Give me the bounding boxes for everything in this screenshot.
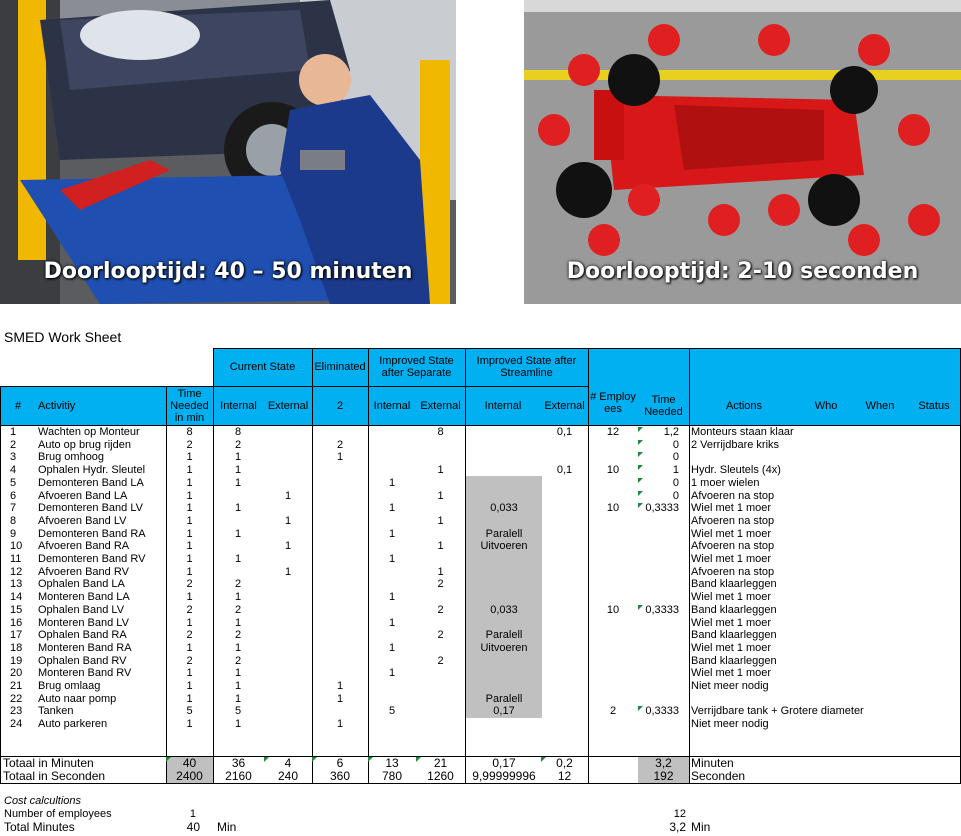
row-14-n: 14 — [10, 591, 23, 604]
row-9-ci: 1 — [235, 527, 242, 540]
comment-marker — [638, 427, 643, 432]
mechanic-photo — [0, 0, 456, 304]
row-1-act: Wachten op Monteur — [38, 426, 140, 438]
total-seconds-label: Totaal in Seconden — [3, 769, 106, 783]
cost-title: Cost calcultions — [4, 795, 82, 807]
row-23-act: Tanken — [38, 705, 74, 718]
comment-marker — [638, 491, 643, 496]
row-11-t: 1 — [186, 553, 193, 565]
row-4-action: Hydr. Sleutels (4x) — [691, 464, 781, 477]
cost-minutes-label: Total Minutes — [4, 820, 75, 834]
row-15-se: 2 — [437, 603, 444, 616]
row-16-n: 16 — [10, 616, 23, 629]
row-4-le: 0,1 — [556, 464, 573, 477]
comment-marker — [638, 465, 643, 470]
row-3-tn: 0 — [672, 451, 679, 464]
total-minutes-label: Totaal in Minuten — [3, 756, 94, 770]
row-14-action: Wiel met 1 moer — [691, 591, 772, 604]
row-19-t: 2 — [186, 654, 193, 667]
row-23-n: 23 — [10, 705, 23, 718]
row-8-t: 1 — [186, 514, 193, 527]
row-12-n: 12 — [10, 565, 23, 578]
total-seconds-le: 12 — [557, 769, 572, 783]
row-6-act: Afvoeren Band LA — [38, 489, 128, 502]
comment-marker — [638, 440, 643, 445]
row-5-n: 5 — [10, 476, 17, 489]
total-seconds-ce: 240 — [277, 769, 299, 783]
row-17-act: Ophalen Band RA — [38, 629, 127, 642]
comment-marker — [416, 757, 421, 762]
row-9-action: Wiel met 1 moer — [691, 527, 772, 540]
row-10-action: Afvoeren na stop — [691, 540, 775, 553]
time-needed-header: Time Needed — [644, 393, 683, 418]
row-11-action: Wiel met 1 moer — [691, 553, 772, 565]
row-18-action: Wiel met 1 moer — [691, 641, 772, 654]
row-18-t: 1 — [186, 641, 193, 654]
row-18-si: 1 — [388, 641, 396, 654]
employees-header: # Employees — [590, 390, 636, 415]
row-15-n: 15 — [10, 603, 23, 616]
cost-minutes-after-unit: Min — [691, 820, 711, 834]
row-15-ci: 2 — [235, 603, 242, 616]
row-20-action: Wiel met 1 moer — [691, 667, 772, 680]
row-20-n: 20 — [10, 667, 23, 680]
when-header: When — [865, 399, 895, 412]
row-17-n: 17 — [10, 629, 23, 642]
comment-marker — [368, 757, 373, 762]
row-8-ce: 1 — [284, 514, 292, 527]
row-17-t: 2 — [186, 629, 193, 642]
row-23-ci: 5 — [235, 705, 242, 718]
row-19-act: Ophalen Band RV — [38, 654, 127, 667]
row-4-act: Ophalen Hydr. Sleutel — [38, 464, 146, 477]
time-needed-min-header: Time Needed in min — [170, 387, 209, 424]
improved-streamline-header: Improved State after Streamline — [476, 355, 577, 379]
row-4-se: 1 — [437, 464, 444, 477]
row-24-action: Niet meer nodig — [691, 718, 769, 731]
row-4-t: 1 — [186, 464, 193, 477]
row-8-act: Afvoeren Band LV — [38, 514, 127, 527]
row-7-act: Demonteren Band LV — [38, 502, 143, 515]
row-22-t: 1 — [186, 692, 193, 705]
row-3-t: 1 — [186, 451, 193, 464]
row-13-t: 2 — [186, 578, 193, 591]
row-5-tn: 0 — [672, 476, 679, 489]
row-24-n: 24 — [10, 718, 23, 731]
row-4-ci: 1 — [235, 464, 242, 477]
row-21-el: 1 — [336, 680, 344, 692]
status-header: Status — [918, 399, 950, 412]
comment-marker — [638, 452, 643, 457]
row-20-t: 1 — [186, 667, 193, 680]
row-13-se: 2 — [437, 578, 444, 591]
row-23-t: 5 — [186, 705, 193, 718]
row-19-n: 19 — [10, 654, 23, 667]
comment-marker — [638, 503, 643, 508]
row-22-n: 22 — [10, 692, 23, 705]
row-20-act: Monteren Band RV — [38, 667, 132, 680]
row-10-se: 1 — [437, 540, 444, 553]
row-7-ci: 1 — [235, 502, 242, 515]
row-12-act: Afvoeren Band RV — [38, 565, 129, 578]
row-8-n: 8 — [10, 514, 17, 527]
cost-employees-after: 12 — [673, 808, 686, 820]
improved-separate-header: Improved State after Separate — [379, 355, 454, 379]
row-9-t: 1 — [186, 527, 193, 540]
total-seconds-tn: 192 — [653, 769, 674, 783]
row-24-act: Auto parkeren — [38, 718, 108, 731]
row-13-ci: 2 — [235, 578, 242, 591]
row-11-act: Demonteren Band RV — [38, 553, 146, 565]
row-6-ce: 1 — [284, 489, 292, 502]
row-11-ci: 1 — [235, 553, 242, 565]
total-seconds-el: 360 — [329, 769, 351, 783]
row-16-si: 1 — [388, 616, 396, 629]
row-15-tn: 0,3333 — [645, 603, 679, 616]
row-13-action: Band klaarleggen — [691, 578, 777, 591]
num-header: # — [14, 399, 22, 412]
row-7-tn: 0,3333 — [645, 502, 679, 515]
row-4-emp: 10 — [606, 464, 620, 477]
row-3-ci: 1 — [235, 451, 242, 464]
row-1-t: 8 — [186, 426, 193, 438]
cost-minutes-before-unit: Min — [217, 820, 237, 834]
sheet-title: SMED Work Sheet — [4, 329, 122, 345]
row-3-el: 1 — [336, 451, 344, 464]
row-7-li: 0,033 — [490, 502, 518, 515]
row-7-t: 1 — [186, 502, 193, 515]
row-21-n: 21 — [10, 680, 23, 692]
total-minutes-le: 0,2 — [556, 756, 573, 770]
row-2-n: 2 — [10, 438, 17, 451]
row-18-li: Uitvoeren — [480, 641, 528, 654]
separate-external-header: External — [420, 399, 461, 412]
row-10-ce: 1 — [284, 540, 292, 553]
row-6-n: 6 — [10, 489, 17, 502]
row-9-li: Paralell — [485, 527, 523, 540]
row-22-ci: 1 — [235, 692, 242, 705]
row-4-tn: 1 — [672, 464, 679, 477]
row-1-le: 0,1 — [556, 426, 573, 438]
row-15-t: 2 — [186, 603, 193, 616]
row-11-n: 11 — [10, 553, 22, 565]
row-5-t: 1 — [186, 476, 193, 489]
row-6-tn: 0 — [672, 489, 679, 502]
comment-marker — [638, 605, 643, 610]
row-12-t: 1 — [186, 565, 193, 578]
cost-minutes-after: 3,2 — [669, 820, 686, 834]
row-3-act: Brug omhoog — [38, 451, 105, 464]
total-minutes-t: 40 — [182, 756, 197, 770]
total-minutes-se: 21 — [433, 756, 448, 770]
row-8-action: Afvoeren na stop — [691, 514, 775, 527]
row-1-emp: 12 — [606, 426, 620, 438]
row-14-act: Monteren Band LA — [38, 591, 130, 604]
row-24-t: 1 — [186, 718, 193, 731]
total-minutes-el: 6 — [336, 756, 344, 770]
row-24-ci: 1 — [235, 718, 242, 731]
row-22-act: Auto naar pomp — [38, 692, 117, 705]
row-18-ci: 1 — [235, 641, 242, 654]
row-9-n: 9 — [10, 527, 17, 540]
comment-marker — [166, 757, 171, 762]
row-7-si: 1 — [388, 502, 396, 515]
comment-marker — [264, 757, 269, 762]
row-15-li: 0,033 — [490, 603, 518, 616]
row-12-action: Afvoeren na stop — [691, 565, 775, 578]
total-minutes-ci: 36 — [231, 756, 246, 770]
row-2-t: 2 — [186, 438, 193, 451]
comment-marker — [638, 706, 643, 711]
row-14-ci: 1 — [235, 591, 242, 604]
row-11-si: 1 — [388, 553, 396, 565]
row-8-se: 1 — [437, 514, 444, 527]
row-17-se: 2 — [437, 629, 444, 642]
streamline-external-header: External — [544, 399, 585, 412]
eliminated-2-header: 2 — [336, 399, 344, 412]
row-10-li: Uitvoeren — [480, 540, 528, 553]
row-7-n: 7 — [10, 502, 17, 515]
row-2-tn: 0 — [672, 438, 679, 451]
row-14-t: 1 — [186, 591, 193, 604]
total-minutes-tn: 3,2 — [655, 756, 672, 770]
total-minutes-si: 13 — [385, 756, 399, 770]
right-photo-caption: Doorlooptijd: 2-10 seconden — [566, 259, 919, 284]
current-state-header: Current State — [229, 361, 296, 373]
row-17-li: Paralell — [485, 629, 523, 642]
row-18-act: Monteren Band RA — [38, 641, 132, 654]
row-20-si: 1 — [388, 667, 396, 680]
row-23-action: Verrijdbare tank + Grotere diameter — [691, 705, 864, 718]
row-5-ci: 1 — [235, 476, 242, 489]
cost-employees-before: 1 — [189, 808, 196, 820]
row-20-ci: 1 — [235, 667, 242, 680]
row-16-ci: 1 — [235, 616, 242, 629]
row-1-n: 1 — [10, 426, 17, 438]
row-6-action: Afvoeren na stop — [691, 489, 775, 502]
row-19-se: 2 — [437, 654, 444, 667]
row-23-tn: 0,3333 — [645, 705, 679, 718]
row-14-si: 1 — [388, 591, 396, 604]
row-4-n: 4 — [10, 464, 17, 477]
row-5-action: 1 moer wielen — [691, 476, 760, 489]
row-17-action: Band klaarleggen — [691, 629, 777, 642]
row-16-action: Wiel met 1 moer — [691, 616, 772, 629]
row-23-emp: 2 — [609, 705, 617, 718]
total-seconds-ci: 2160 — [225, 769, 252, 783]
total-minutes-li: 0,17 — [492, 756, 516, 770]
row-9-act: Demonteren Band RA — [38, 527, 146, 540]
total-minutes-ce: 4 — [284, 756, 292, 770]
who-header: Who — [814, 399, 838, 412]
total-seconds-si: 780 — [381, 769, 403, 783]
row-13-act: Ophalen Band LA — [38, 578, 125, 591]
row-21-t: 1 — [186, 680, 193, 692]
row-3-n: 3 — [10, 451, 17, 464]
cost-minutes-before: 40 — [186, 820, 200, 834]
total-seconds-t: 2400 — [176, 769, 203, 783]
row-18-n: 18 — [10, 641, 23, 654]
row-10-t: 1 — [186, 540, 193, 553]
row-23-si: 5 — [388, 705, 396, 718]
row-1-se: 8 — [437, 426, 444, 438]
current-external-header: External — [267, 399, 309, 412]
row-19-ci: 2 — [235, 654, 242, 667]
left-photo-caption: Doorlooptijd: 40 – 50 minuten — [43, 259, 413, 284]
row-9-si: 1 — [388, 527, 396, 540]
total-seconds-se: 1260 — [427, 769, 454, 783]
row-2-act: Auto op brug rijden — [38, 438, 131, 451]
row-23-li: 0,17 — [493, 705, 515, 718]
row-21-action: Niet meer nodig — [691, 680, 769, 692]
total-minutes-unit: Minuten — [691, 756, 734, 770]
activity-header: Activitiy — [38, 399, 76, 412]
row-12-se: 1 — [437, 565, 444, 578]
row-16-t: 1 — [186, 616, 193, 629]
row-15-action: Band klaarleggen — [691, 603, 777, 616]
eliminated-header: Eliminated — [314, 361, 366, 373]
row-17-ci: 2 — [235, 629, 242, 642]
pitstop-photo — [524, 0, 961, 304]
row-13-n: 13 — [10, 578, 23, 591]
actions-header: Actions — [725, 399, 763, 412]
total-seconds-li: 9,99999996 — [472, 769, 536, 783]
row-16-act: Monteren Band LV — [38, 616, 129, 629]
comment-marker — [312, 757, 317, 762]
separate-internal-header: Internal — [373, 399, 411, 412]
row-5-act: Demonteren Band LA — [38, 476, 144, 489]
total-seconds-unit: Seconden — [691, 769, 746, 783]
row-2-el: 2 — [336, 438, 344, 451]
row-19-action: Band klaarleggen — [691, 654, 777, 667]
row-7-emp: 10 — [606, 502, 620, 515]
row-21-ci: 1 — [235, 680, 242, 692]
row-1-tn: 1,2 — [663, 426, 679, 438]
cost-employees-label: Number of employees — [4, 808, 112, 820]
comment-marker — [541, 757, 546, 762]
row-1-action: Monteurs staan klaar — [691, 426, 794, 438]
row-10-n: 10 — [10, 540, 23, 553]
row-2-ci: 2 — [235, 438, 242, 451]
row-15-act: Ophalen Band LV — [38, 603, 125, 616]
row-5-si: 1 — [388, 476, 396, 489]
row-2-action: 2 Verrijdbare kriks — [691, 438, 780, 451]
row-6-t: 1 — [186, 489, 193, 502]
row-7-action: Wiel met 1 moer — [691, 502, 772, 515]
row-22-li: Paralell — [485, 692, 523, 705]
row-22-el: 1 — [336, 692, 344, 705]
row-21-act: Brug omlaag — [38, 680, 101, 692]
row-10-act: Afvoeren Band RA — [38, 540, 130, 553]
row-15-emp: 10 — [606, 603, 620, 616]
comment-marker — [638, 478, 643, 483]
current-internal-header: Internal — [220, 399, 257, 412]
row-12-ce: 1 — [284, 565, 292, 578]
row-24-el: 1 — [336, 718, 344, 731]
row-6-se: 1 — [437, 489, 444, 502]
row-1-ci: 8 — [235, 426, 242, 438]
streamline-internal-header: Internal — [484, 399, 522, 412]
